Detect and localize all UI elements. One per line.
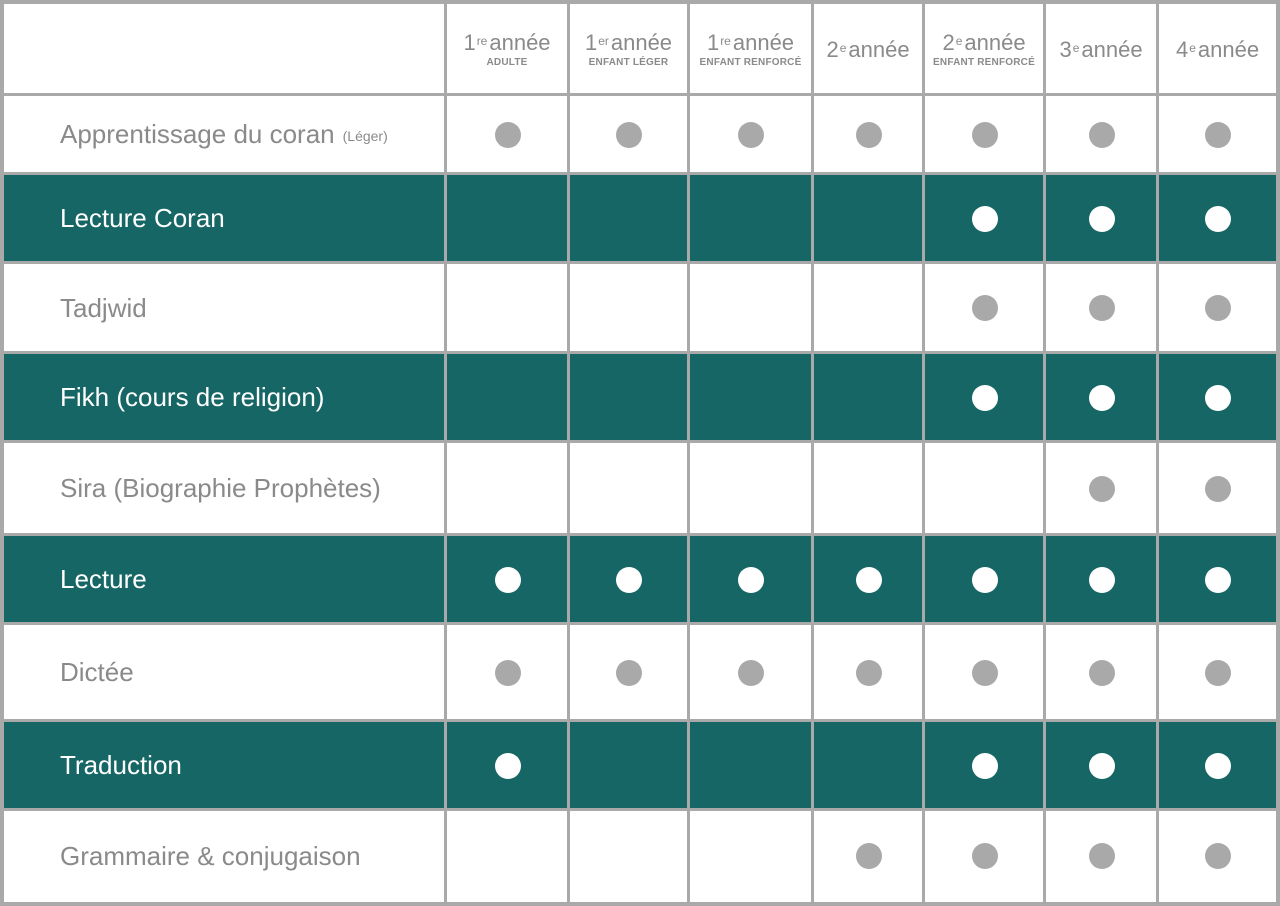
column-header (690, 4, 811, 95)
column-year-number: 2 (826, 36, 839, 62)
column-divider (444, 4, 447, 902)
table-row (4, 624, 1276, 721)
filled-circle-icon (972, 295, 998, 321)
row-label (60, 353, 324, 442)
filled-circle-icon (972, 385, 998, 411)
filled-circle-icon (1089, 295, 1115, 321)
filled-circle-icon (1205, 122, 1231, 148)
filled-circle-icon (1089, 206, 1115, 232)
column-year-word: année (1197, 36, 1260, 62)
row-divider (4, 172, 1276, 175)
column-year-word: année (732, 29, 795, 55)
column-header (1046, 4, 1156, 95)
row-divider (4, 622, 1276, 625)
subject-note: (Léger) (342, 127, 388, 144)
table-row (4, 174, 1276, 263)
column-year-suffix: e (1189, 40, 1196, 55)
row-label (60, 95, 388, 174)
column-year-word: année (848, 36, 910, 62)
table-row (4, 535, 1276, 624)
subject-name: Lecture (60, 564, 147, 594)
row-label (60, 810, 361, 902)
filled-circle-icon (1205, 385, 1231, 411)
column-year-word: année (610, 29, 673, 55)
subject-name: Sira (Biographie Prophètes) (60, 473, 381, 503)
filled-circle-icon (856, 567, 882, 593)
table-row (4, 353, 1276, 442)
filled-circle-icon (1205, 206, 1231, 232)
filled-circle-icon (972, 843, 998, 869)
column-year-suffix: re (720, 33, 731, 48)
column-year-word: année (489, 29, 551, 55)
row-divider (4, 533, 1276, 536)
row-label (60, 624, 134, 721)
column-year-number: 1 (584, 29, 598, 55)
filled-circle-icon (495, 122, 521, 148)
column-divider (687, 4, 690, 902)
table-header (4, 4, 1276, 95)
column-year-number: 4 (1175, 36, 1189, 62)
filled-circle-icon (738, 122, 764, 148)
column-divider (922, 4, 925, 902)
filled-circle-icon (856, 843, 882, 869)
filled-circle-icon (1089, 753, 1115, 779)
subject-name: Apprentissage du coran (60, 119, 335, 149)
column-subtitle: ENFANT RENFORCÉ (699, 56, 802, 68)
column-divider (567, 4, 570, 902)
column-divider (811, 4, 814, 902)
filled-circle-icon (972, 567, 998, 593)
column-divider (1156, 4, 1159, 902)
filled-circle-icon (1205, 295, 1231, 321)
column-header (1159, 4, 1276, 95)
column-year-suffix: re (476, 33, 488, 48)
filled-circle-icon (1205, 660, 1231, 686)
filled-circle-icon (1089, 385, 1115, 411)
column-divider (1043, 4, 1046, 902)
column-year-word: année (1081, 36, 1143, 62)
filled-circle-icon (1205, 843, 1231, 869)
table-row (4, 721, 1276, 810)
filled-circle-icon (1205, 476, 1231, 502)
subject-name: Lecture Coran (60, 203, 225, 233)
subject-name: Tadjwid (60, 292, 147, 323)
row-label (60, 721, 182, 810)
column-title (942, 30, 1025, 56)
subject-name: Fikh (cours de religion) (60, 382, 325, 412)
table-row (4, 442, 1276, 535)
filled-circle-icon (1205, 567, 1231, 593)
column-year-number: 1 (463, 29, 476, 55)
filled-circle-icon (972, 122, 998, 148)
row-label (60, 263, 147, 353)
row-label (60, 174, 225, 263)
table-row (4, 263, 1276, 353)
row-divider (4, 93, 1276, 96)
filled-circle-icon (1089, 122, 1115, 148)
column-header (570, 4, 687, 95)
column-header (447, 4, 567, 95)
filled-circle-icon (1205, 753, 1231, 779)
column-title (1176, 37, 1259, 63)
filled-circle-icon (972, 753, 998, 779)
column-year-number: 3 (1059, 36, 1072, 62)
column-year-suffix: e (1072, 40, 1080, 55)
subject-name: Traduction (60, 750, 182, 780)
column-year-number: 2 (942, 29, 955, 55)
filled-circle-icon (856, 122, 882, 148)
column-header (925, 4, 1043, 95)
filled-circle-icon (856, 660, 882, 686)
column-title (1059, 37, 1142, 63)
column-year-suffix: e (955, 33, 963, 48)
row-divider (4, 808, 1276, 811)
row-divider (4, 261, 1276, 264)
row-divider (4, 719, 1276, 722)
filled-circle-icon (738, 567, 764, 593)
filled-circle-icon (1089, 567, 1115, 593)
filled-circle-icon (495, 660, 521, 686)
filled-circle-icon (972, 660, 998, 686)
table-row (4, 810, 1276, 902)
column-title (463, 30, 550, 56)
filled-circle-icon (1089, 476, 1115, 502)
column-year-number: 1 (706, 29, 720, 55)
column-subtitle: ENFANT LÉGER (588, 56, 669, 68)
column-title (707, 30, 794, 56)
row-label (60, 535, 147, 624)
filled-circle-icon (616, 567, 642, 593)
column-header (814, 4, 922, 95)
column-year-suffix: er (598, 33, 609, 48)
filled-circle-icon (972, 206, 998, 232)
subject-name: Dictée (60, 657, 134, 687)
column-year-word: année (964, 29, 1026, 55)
table-row (4, 95, 1276, 174)
row-divider (4, 351, 1276, 354)
filled-circle-icon (495, 753, 521, 779)
filled-circle-icon (616, 122, 642, 148)
filled-circle-icon (738, 660, 764, 686)
filled-circle-icon (616, 660, 642, 686)
row-divider (4, 440, 1276, 443)
column-title (585, 30, 672, 56)
column-year-suffix: e (839, 40, 847, 55)
filled-circle-icon (495, 567, 521, 593)
filled-circle-icon (1089, 660, 1115, 686)
column-title (826, 37, 909, 63)
filled-circle-icon (1089, 843, 1115, 869)
subject-name: Grammaire & conjugaison (60, 840, 361, 871)
column-subtitle: ENFANT RENFORCÉ (933, 56, 1035, 68)
row-label (60, 442, 381, 535)
column-subtitle: ADULTE (486, 56, 528, 68)
